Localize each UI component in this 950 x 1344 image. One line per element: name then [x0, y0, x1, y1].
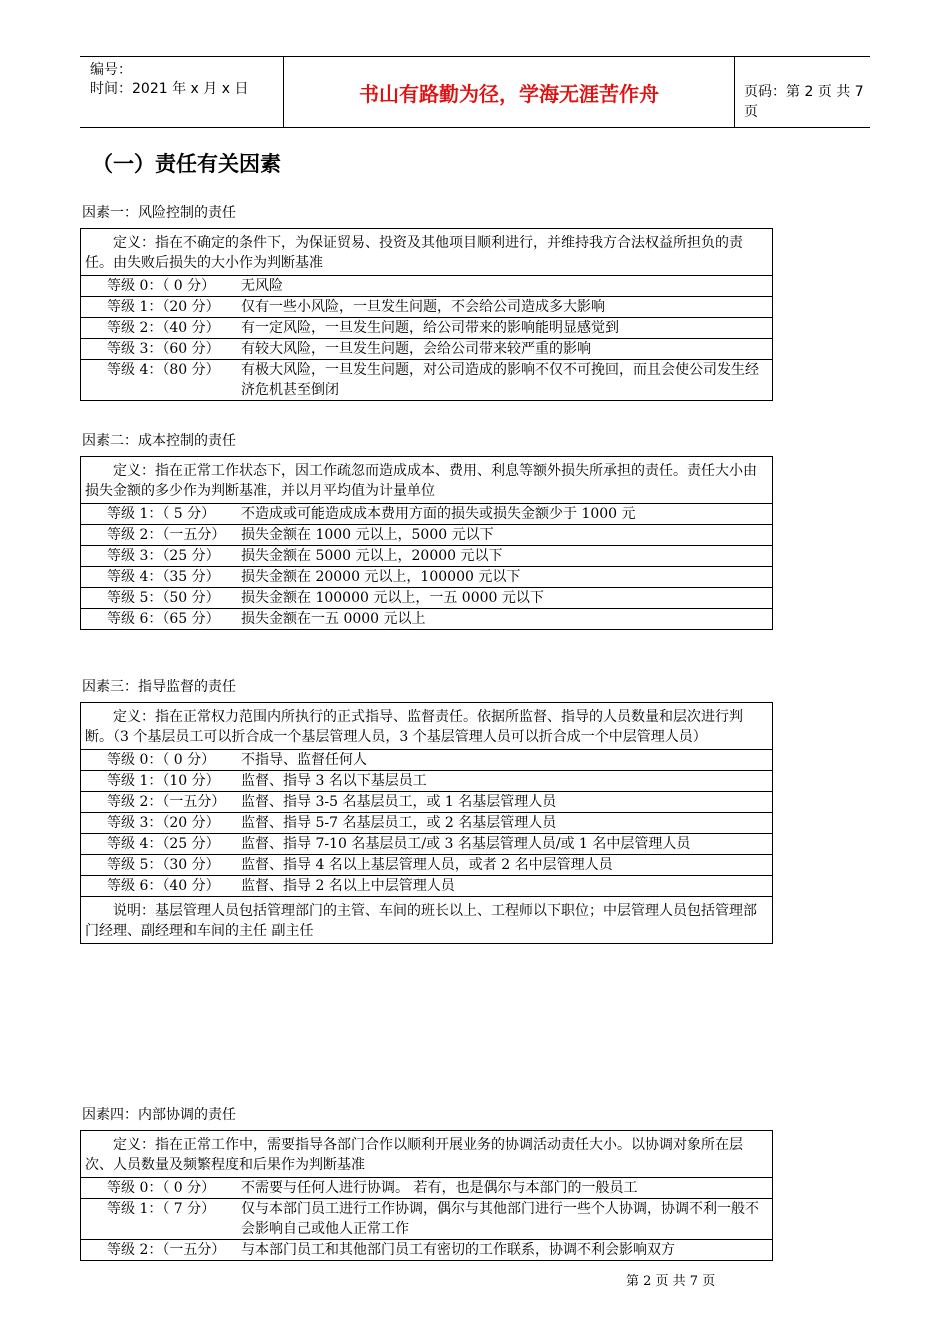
level-row [81, 1199, 773, 1240]
level-label: 等级 1：（10 分） [107, 773, 220, 789]
factor-table [80, 228, 773, 401]
factor-table [80, 1130, 773, 1261]
motto: 书山有路勤为径，学海无涯苦作舟 [283, 57, 735, 127]
factor-title: 因素一：风险控制的责任 [82, 205, 236, 221]
page-header [80, 56, 870, 128]
definition-cell [81, 457, 773, 504]
level-text: 损失金额在 20000 元以上，100000 元以下 [241, 569, 521, 585]
note: 说明：基层管理人员包括管理部门的主管、车间的班长以上、工程师以下职位；中层管理人员包括管理部门经理、副经理和车间的主任 副主任 [85, 903, 757, 939]
level-text: 监督、指导 5-7 名基层员工，或 2 名基层管理人员 [241, 815, 557, 831]
level-row [81, 1178, 773, 1199]
level-label: 等级 4：（80 分） [107, 362, 220, 378]
number-label: 编号： [90, 62, 132, 78]
level-text: 不指导、监督任何人 [241, 752, 367, 768]
definition-cell [81, 1131, 773, 1178]
level-row [81, 750, 773, 771]
level-row [81, 771, 773, 792]
level-text: 监督、指导 3-5 名基层员工，或 1 名基层管理人员 [241, 794, 557, 810]
level-row [81, 318, 773, 339]
level-label: 等级 6：（40 分） [107, 878, 220, 894]
level-row [81, 360, 773, 401]
level-label: 等级 1：（ 5 分） [107, 506, 216, 522]
level-row [81, 1240, 773, 1261]
level-row [81, 567, 773, 588]
level-label: 等级 2：（40 分） [107, 320, 220, 336]
level-row [81, 855, 773, 876]
level-row [81, 609, 773, 630]
page-label: 页码：第 2 页 共 7 页 [744, 84, 864, 120]
time-label: 时间：2021 年 x 月 x 日 [90, 81, 249, 97]
level-text: 损失金额在 100000 元以上，一五 0000 元以下 [241, 590, 544, 606]
factor-title: 因素四：内部协调的责任 [82, 1107, 236, 1123]
level-label: 等级 3：（25 分） [107, 548, 220, 564]
level-text: 仅与本部门员工进行工作协调，偶尔与其他部门进行一些个人协调，协调不利一般不会影响自己或他人正常工作 [241, 1201, 759, 1237]
level-row [81, 876, 773, 897]
level-row [81, 834, 773, 855]
level-label: 等级 5：（30 分） [107, 857, 220, 873]
level-label: 等级 0：（ 0 分） [107, 1180, 216, 1196]
level-text: 不需要与任何人进行协调。 若有，也是偶尔与本部门的一般员工 [241, 1180, 638, 1196]
level-label: 等级 3：（20 分） [107, 815, 220, 831]
definition: 定义：指在正常工作中，需要指导各部门合作以顺利开展业务的协调活动责任大小。以协调对象所在层次、人员数量及频繁程度和后果作为判断基准 [85, 1137, 743, 1173]
level-row [81, 546, 773, 567]
level-label: 等级 3：（60 分） [107, 341, 220, 357]
level-label: 等级 0：（ 0 分） [107, 752, 216, 768]
section-title: （一）责任有关因素 [92, 152, 281, 176]
level-text: 有较大风险，一旦发生问题，会给公司带来较严重的影响 [241, 341, 591, 357]
level-text: 监督、指导 2 名以上中层管理人员 [241, 878, 455, 894]
level-label: 等级 4：（35 分） [107, 569, 220, 585]
level-label: 等级 2：（一五分） [107, 794, 226, 810]
level-row [81, 276, 773, 297]
definition-cell [81, 229, 773, 276]
definition: 定义：指在不确定的条件下，为保证贸易、投资及其他项目顺利进行，并维持我方合法权益所担负的责任。由失败后损失的大小作为判断基准 [85, 235, 743, 271]
level-row [81, 339, 773, 360]
level-text: 损失金额在 1000 元以上，5000 元以下 [241, 527, 494, 543]
level-label: 等级 2：（一五分） [107, 527, 226, 543]
level-row [81, 813, 773, 834]
level-row [81, 792, 773, 813]
level-text: 损失金额在 5000 元以上，20000 元以下 [241, 548, 503, 564]
level-label: 等级 1：（20 分） [107, 299, 220, 315]
factor-title: 因素三：指导监督的责任 [82, 679, 236, 695]
level-row [81, 297, 773, 318]
level-label: 等级 0：（ 0 分） [107, 278, 216, 294]
level-text: 有极大风险，一旦发生问题，对公司造成的影响不仅不可挽回，而且会使公司发生经济危机甚至倒闭 [241, 362, 759, 398]
level-label: 等级 6：（65 分） [107, 611, 220, 627]
level-text: 监督、指导 7-10 名基层员工/或 3 名基层管理人员/或 1 名中层管理人员 [241, 836, 691, 852]
level-text: 与本部门员工和其他部门员工有密切的工作联系，协调不利会影响双方 [241, 1242, 675, 1258]
factor-table [80, 456, 773, 630]
page-footer: 第 2 页 共 7 页 [626, 1274, 716, 1289]
level-text: 无风险 [241, 278, 283, 294]
level-label: 等级 1：（ 7 分） [107, 1201, 216, 1217]
header-left [90, 61, 248, 99]
level-label: 等级 4：（25 分） [107, 836, 220, 852]
level-text: 监督、指导 4 名以上基层管理人员，或者 2 名中层管理人员 [241, 857, 613, 873]
level-label: 等级 2：（一五分） [107, 1242, 226, 1258]
level-text: 监督、指导 3 名以下基层员工 [241, 773, 427, 789]
definition-cell [81, 703, 773, 750]
level-row [81, 504, 773, 525]
definition: 定义：指在正常工作状态下，因工作疏忽而造成成本、费用、利息等额外损失所承担的责任。责任大小由损失金额的多少作为判断基准，并以月平均值为计量单位 [85, 463, 757, 499]
level-label: 等级 5：（50 分） [107, 590, 220, 606]
factor-table [80, 702, 773, 944]
level-text: 仅有一些小风险，一旦发生问题，不会给公司造成多大影响 [241, 299, 605, 315]
level-row [81, 588, 773, 609]
level-text: 有一定风险，一旦发生问题，给公司带来的影响能明显感觉到 [241, 320, 619, 336]
level-text: 不造成或可能造成成本费用方面的损失或损失金额少于 1000 元 [241, 506, 636, 522]
factor-title: 因素二：成本控制的责任 [82, 433, 236, 449]
definition: 定义：指在正常权力范围内所执行的正式指导、监督责任。依据所监督、指导的人员数量和层次进行判断。（3 个基层员工可以折合成一个基层管理人员，3 个基层管理人员可以折合成一个中层管理人员） [85, 709, 743, 745]
level-row [81, 525, 773, 546]
note-cell [81, 897, 773, 944]
level-text: 损失金额在一五 0000 元以上 [241, 611, 426, 627]
